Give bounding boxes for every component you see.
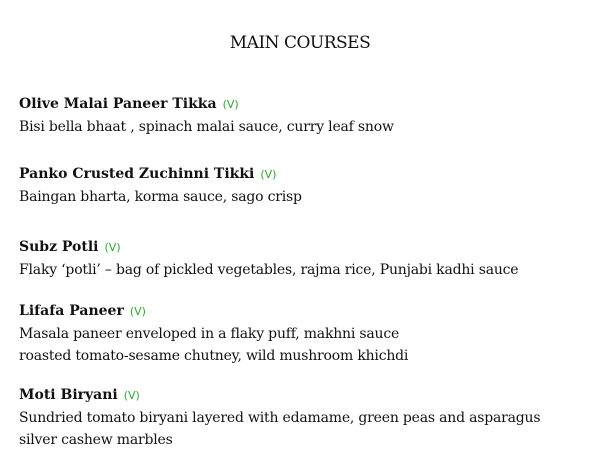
menu-item-moti-biryani — [19, 384, 589, 451]
dish-name: Panko Crusted Zuchinni Tikki (V) — [19, 166, 277, 182]
menu-item-panko-crusted-zuchinni-tikki — [19, 163, 589, 208]
dish-description: Bisi bella bhaat , spinach malai sauce, curry leaf snow — [19, 119, 394, 135]
vegetarian-badge: (V) — [222, 98, 239, 111]
vegetarian-badge: (V) — [129, 305, 146, 318]
dish-description: Flaky ‘potli’ – bag of pickled vegetables, rajma rice, Punjabi kadhi sauce — [19, 262, 519, 278]
dish-description-line-2: roasted tomato-sesame chutney, wild mushroom khichdi — [19, 348, 409, 364]
vegetarian-badge: (V) — [104, 241, 121, 254]
dish-name: Moti Biryani (V) — [19, 387, 140, 403]
dish-name: Olive Malai Paneer Tikka (V) — [19, 96, 239, 112]
page-title: MAIN COURSES — [229, 33, 371, 53]
dish-name: Lifafa Paneer (V) — [19, 303, 146, 319]
vegetarian-badge: (V) — [123, 389, 140, 402]
menu-item-lifafa-paneer — [19, 300, 589, 367]
dish-description: Baingan bharta, korma sauce, sago crisp — [19, 189, 302, 205]
vegetarian-badge: (V) — [260, 168, 277, 181]
menu-item-subz-potli — [19, 236, 589, 281]
dish-description-line-1: Sundried tomato biryani layered with edamame, green peas and asparagus — [19, 410, 541, 426]
dish-description-line-2: silver cashew marbles — [19, 432, 173, 448]
menu-item-olive-malai-paneer-tikka — [19, 93, 589, 138]
dish-description-line-1: Masala paneer enveloped in a flaky puff, makhni sauce — [19, 326, 400, 342]
dish-name: Subz Potli (V) — [19, 239, 121, 255]
